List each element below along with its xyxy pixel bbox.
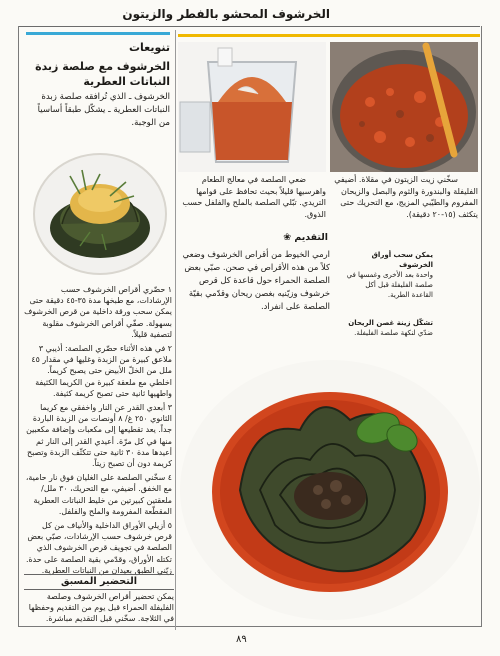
variation-description: الخرشوف ـ الذي تُرافقه صلصة زبدة النباتات العطرية ـ يشكّل طبقاً أساسياً من الوجبة. [37, 92, 170, 128]
step-6 [330, 172, 478, 232]
callout-leaves-title: يمكن سحب أوراق الخرشوف [371, 251, 433, 269]
variation-photo [30, 144, 170, 280]
step-7 [178, 172, 326, 232]
recipe-steps [24, 284, 172, 579]
recipe-step: ٢ في هذه الأثناء حضّري الصلصة: أذيبي ٣ ملاعق كبيرة من الزبدة وغليها في مقدار ٤٥ ملل من الخلّ الأبيض حتى يصبح كريماً. اخلطي مع ملعقة كبيرة من الكريما الكثيفة واطهيها ثانية حتى تصبح كريمة كثيفة. [31, 344, 172, 398]
page-header [18, 4, 480, 27]
advance-prep-title: التحضير المسبق [24, 574, 174, 590]
stuffed-artichoke-photo [180, 300, 480, 620]
serving-icon: ❀ [283, 232, 292, 243]
serving-title [283, 232, 328, 243]
recipe-step: ١ حضّري أقراص الخرشوف حسب الإرشادات، مع طبخها مدة ٣٥-٤٥ دقيقة حتى يمكن سحب ورقة داخلية من قرص الخرشوف بسهولة. صفّي أقراص الخرشوف مقلوبة لتصفية قليلاً. [24, 285, 172, 339]
variations-heading: تنويعات [128, 41, 170, 54]
recipe-step: ٣ أبعدي القدر عن النار واخفقي مع كريما الثانوي ٢٥٠ غ/ ٨ أونصات من الزبدة الباردة جداً. يعد تقطيعها إلى مكعبات وإضافة مكعبين منها في كل مرّة. أعيدي القدر إلى النار ثم أعيدها مدة ٣٠ ثانية حتى تتكثّف الزبدة وتصبح كريمة دون أن تصبح زيتاً. [26, 403, 172, 469]
advance-prep-text: يمكن تحضير أقراص الخرشوف وصلصة الفليفلة الحمراء قبل يوم من التقديم وحفظها في الثلاجة. سخّني قبل التقديم مباشرة. [28, 592, 174, 623]
serving-text: ارمي الخيوط من أقراص الخرشوف وضعي كلاً من هذه الأقراص في صحن. صبّي بعض الصلصة الحمراء حول قاعدة كل قرص خرشوف وزيّنيه بغصن ريحان وقدّمي بقيّة الصلصة على انفراد. [182, 249, 330, 311]
column-divider [175, 30, 176, 630]
saute-pan-photo [330, 42, 478, 172]
step-7-text: ضعي الصلصة في معالج الطعام واهرسيها قليلاً بحيث تحافظ على قوامها التريدي. تبّلي الصلصة بالملح والفلفل حسب الذوق. [182, 175, 326, 219]
callout-basil-text: ضدّي لنكهة صلصة الفليفلة. [354, 329, 433, 337]
page-title: الخرشوف المحشو بالفطر والزيتون [122, 7, 330, 21]
recipe-step: ٤ سخّني الصلصة على الغليان فوق نار حامية، مع الخفق. أضيفي، مع التحريك، ٣٠ ملل/ ملعقتين كبيرتين من خليط النباتات العطرية المقطّعة المفرومة والملح والفلفل. [25, 473, 172, 516]
variation-title: الخرشوف مع صلصة زبدة النباتات العطرية [35, 60, 170, 88]
accent-band [178, 34, 480, 37]
callout-leaves-text: واحدة بعد الأخرى وغمسها في صلصة الفليفلة قبل أكل القاعدة الطرية. [346, 271, 433, 299]
page-number: ٨٩ [236, 634, 247, 645]
step-6-text: سخّني زيت الزيتون في مقلاة. أضيفي الفليفلة والبندورة والثوم والبصل والزيحان المفروم والطيّبي المزيج، مع التحريك حتى يتكثف (١٥-٢٠ دقيقة). [334, 175, 478, 219]
serving-title-text: التقديم [294, 232, 328, 243]
callout-leaves [345, 250, 433, 300]
variations-box [26, 32, 170, 135]
recipe-step: ٥ أزيلي الأوراق الداخلية والأنياف من كل قرص خرشوف حسب الإرشادات، صبّي بعض الصلصة في تجويف قرص الخرشوف الذي تكتله الأوراق، وقدّمي بقية الصلصة على حدة. زيّني الطبق بعيدان من النباتات العطرية. [25, 521, 172, 575]
callout-basil-title: تشكّل زينة غصن الريحان [348, 319, 433, 327]
advance-prep-box [22, 574, 174, 626]
food-processor-photo [178, 42, 326, 172]
